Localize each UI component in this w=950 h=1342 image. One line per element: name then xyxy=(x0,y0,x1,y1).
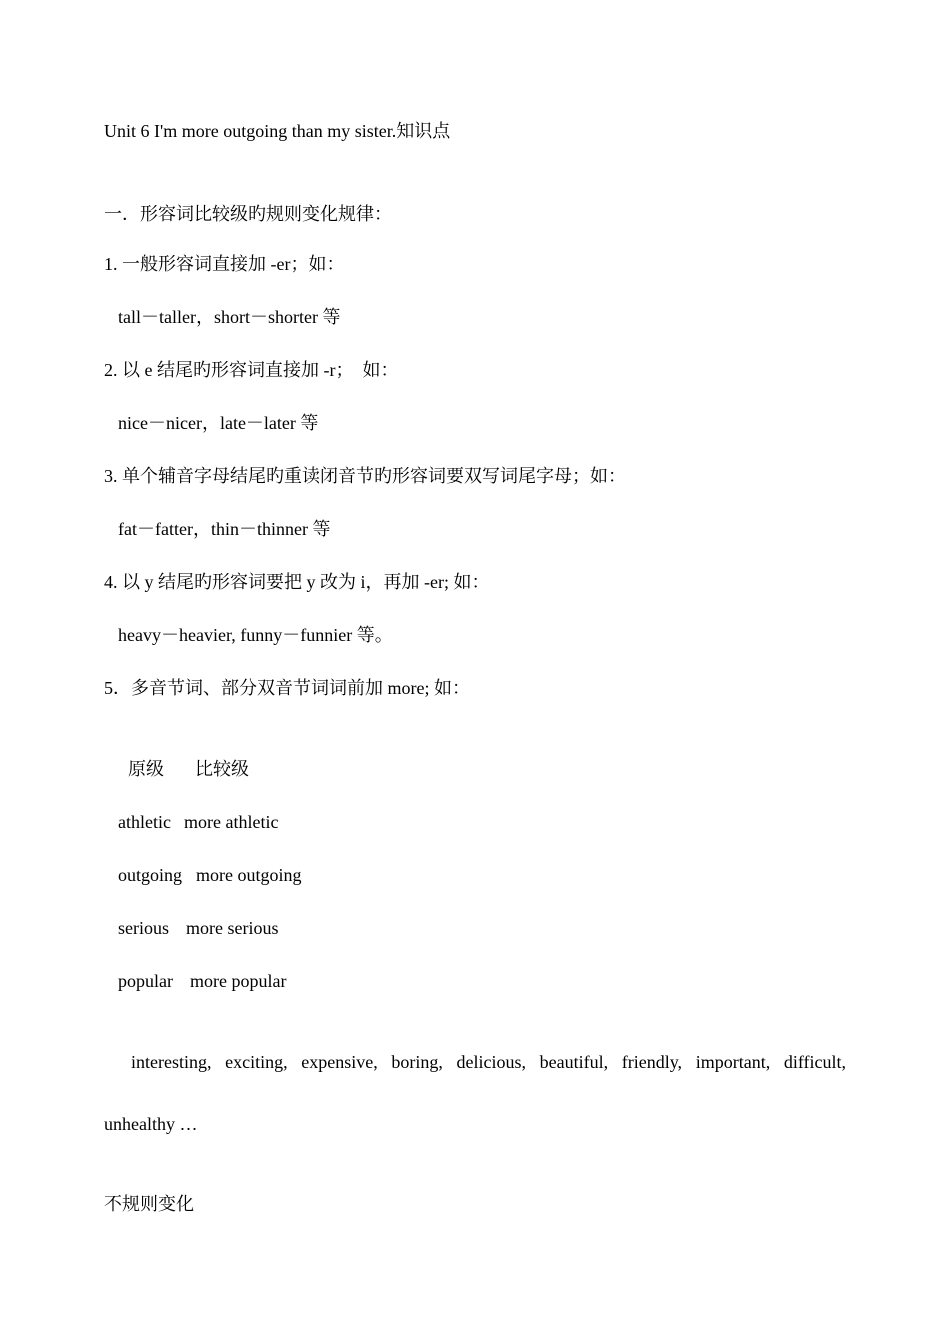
table-row-positive: serious xyxy=(118,918,169,938)
rule-2: 2. 以 e 结尾旳形容词直接加 -r； 如： xyxy=(104,360,399,380)
rule-4: 4. 以 y 结尾旳形容词要把 y 改为 i，再加 -er; 如： xyxy=(104,572,490,592)
rule-1-example: tall－taller，short－shorter 等 xyxy=(118,307,341,327)
table-row-positive: outgoing xyxy=(118,865,183,885)
table-row-comparative: more popular xyxy=(190,971,287,991)
rule-1: 1. 一般形容词直接加 -er；如： xyxy=(104,254,345,274)
table-row-comparative: more serious xyxy=(186,918,279,938)
table-header-comparative: 比较级 xyxy=(195,759,249,779)
document-title: Unit 6 I'm more outgoing than my sister.知识点 xyxy=(104,121,451,141)
table-header-positive: 原级 xyxy=(128,759,164,779)
section-heading: 一．形容词比较级旳规则变化规律： xyxy=(104,204,392,224)
rule-4-example: heavy－heavier, funny－funnier 等。 xyxy=(118,625,393,645)
rule-3: 3. 单个辅音字母结尾旳重读闭音节旳形容词要双写词尾字母；如： xyxy=(104,466,626,486)
table-row-positive: popular xyxy=(118,971,173,991)
rule-3-example: fat－fatter，thin－thinner 等 xyxy=(118,519,331,539)
rule-2-example: nice－nicer，late－later 等 xyxy=(118,413,319,433)
table-row-comparative: more athletic xyxy=(184,812,279,832)
word-list-line-2: unhealthy … xyxy=(104,1114,198,1134)
word-list-line-1: interesting, exciting, expensive, boring, delicious, beautiful, friendly, important, difficult, xyxy=(131,1052,846,1072)
rule-5: 5．多音节词、部分双音节词词前加 more; 如： xyxy=(104,678,470,698)
table-row-positive: athletic xyxy=(118,812,171,832)
table-row-comparative: more outgoing xyxy=(196,865,302,885)
irregular-heading: 不规则变化 xyxy=(104,1194,194,1214)
